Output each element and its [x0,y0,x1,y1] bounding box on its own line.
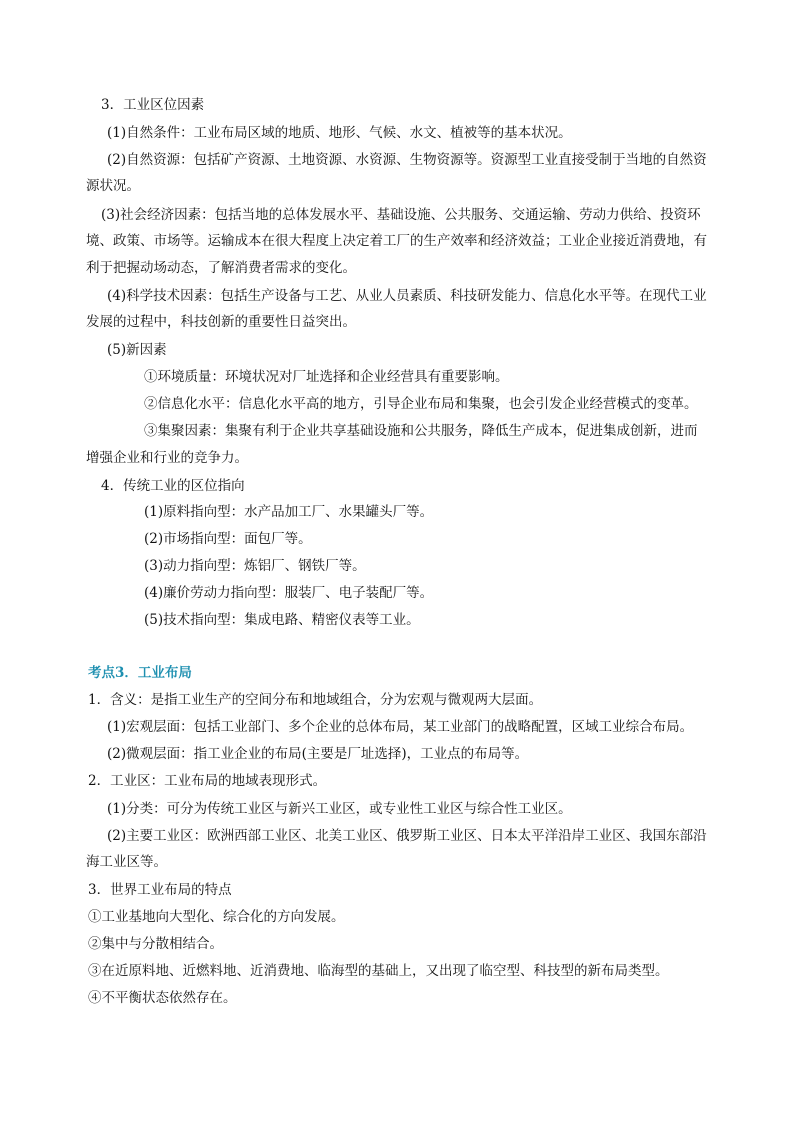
section-heading-industrial-layout: 考点3．工业布局 [88,665,192,681]
list-item: ④不平衡状态依然存在。 [88,990,237,1006]
list-item: ②集中与分散相结合。 [88,936,223,952]
paragraph-technology-line2: 发展的过程中，科技创新的重要性日益突出。 [86,314,356,330]
paragraph-social-economic-line1: (3)社会经济因素：包括当地的总体发展水平、基础设施、公共服务、交通运输、劳动力供给、投资环 [101,207,701,223]
list-item-environment: ①环境质量：环境状况对厂址选择和企业经营具有重要影响。 [144,369,509,385]
list-item-agglomeration-line2: 增强企业和行业的竞争力。 [86,450,248,466]
paragraph-classification: (1)分类：可分为传统工业区与新兴工业区，或专业性工业区与综合性工业区。 [107,801,572,817]
list-item: (4)廉价劳动力指向型：服装厂、电子装配厂等。 [144,585,434,601]
subheading-new-factors: (5)新因素 [107,342,167,358]
section-title-orientation: 4．传统工业的区位指向 [101,478,245,494]
paragraph-macro-level: (1)宏观层面：包括工业部门、多个企业的总体布局，某工业部门的战略配置，区域工业综合布局。 [107,719,694,735]
paragraph-main-zones-line1: (2)主要工业区：欧洲西部工业区、北美工业区、俄罗斯工业区、日本太平洋沿岸工业区、我国东部沿 [107,828,707,844]
paragraph-industrial-zone: 2．工业区：工业布局的地域表现形式。 [88,773,327,789]
paragraph-social-economic-line2: 境、政策、市场等。运输成本在很大程度上决定着工厂的生产效率和经济效益；工业企业接近消费地，有 [86,233,707,249]
list-item-agglomeration-line1: ③集聚因素：集聚有利于企业共享基础设施和公共服务，降低生产成本，促进集成创新，进而 [144,423,698,439]
list-item: (1)原料指向型：水产品加工厂、水果罐头厂等。 [144,504,434,520]
section-title-location-factors: 3．工业区位因素 [101,97,205,113]
subheading-world-features: 3．世界工业布局的特点 [88,882,232,898]
paragraph-micro-level: (2)微观层面：指工业企业的布局(主要是厂址选择)，工业点的布局等。 [107,746,529,762]
paragraph-meaning: 1．含义：是指工业生产的空间分布和地域组合，分为宏观与微观两大层面。 [88,692,543,708]
list-item: (5)技术指向型：集成电路、精密仪表等工业。 [144,612,420,628]
list-item: ③在近原料地、近燃料地、近消费地、临海型的基础上，又出现了临空型、科技型的新布局类型。 [88,963,669,979]
paragraph-technology-line1: (4)科学技术因素：包括生产设备与工艺、从业人员素质、科技研发能力、信息化水平等。在现代工业 [107,288,707,304]
paragraph-main-zones-line2: 海工业区等。 [86,854,167,870]
paragraph-social-economic-line3: 利于把握动场动态，了解消费者需求的变化。 [86,260,356,276]
list-item-informatization: ②信息化水平：信息化水平高的地方，引导企业布局和集聚，也会引发企业经营模式的变革。 [144,396,698,412]
list-item: (2)市场指向型：面包厂等。 [144,531,312,547]
paragraph-natural-conditions: (1)自然条件：工业布局区域的地质、地形、气候、水文、植被等的基本状况。 [107,125,572,141]
paragraph-natural-resources-line1: (2)自然资源：包括矿产资源、土地资源、水资源、生物资源等。资源型工业直接受制于当地的自然资 [107,152,707,168]
paragraph-natural-resources-line2: 源状况。 [86,178,140,194]
list-item: ①工业基地向大型化、综合化的方向发展。 [88,909,345,925]
list-item: (3)动力指向型：炼铝厂、钢铁厂等。 [144,558,366,574]
